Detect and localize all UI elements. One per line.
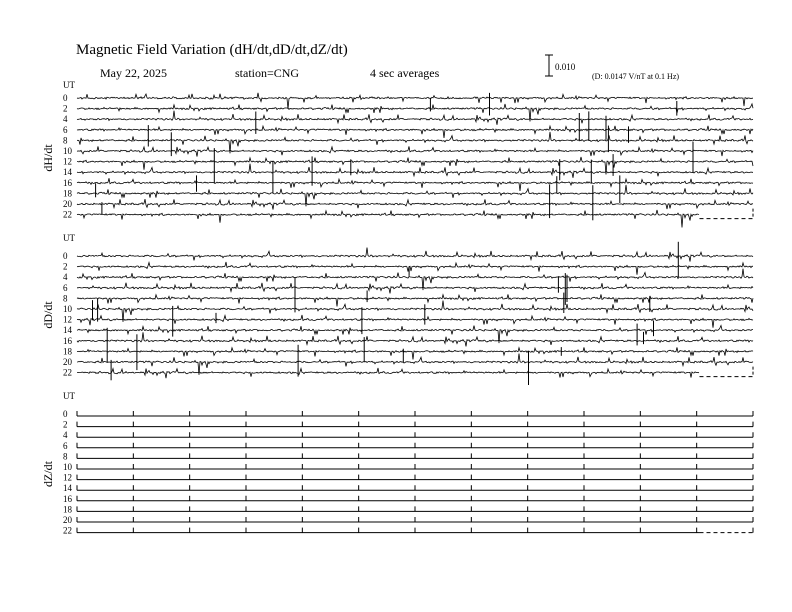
hour-tick-label: 2 — [63, 261, 68, 272]
hour-tick-label: 8 — [63, 451, 68, 462]
trace-line — [77, 126, 753, 138]
scale-bar-value: 0.010 — [555, 62, 576, 72]
trace-line — [77, 164, 753, 178]
hour-tick-label: 12 — [63, 156, 72, 167]
hour-tick-label: 0 — [63, 409, 68, 419]
hour-tick-label: 8 — [63, 135, 68, 146]
hour-tick-label: 22 — [63, 367, 72, 378]
trace-line — [77, 248, 753, 262]
hour-tick-label: 12 — [63, 314, 72, 325]
hour-tick-label: 4 — [63, 272, 68, 283]
trace-line — [77, 262, 753, 275]
trace-layer — [77, 93, 753, 533]
hour-tick-label: 6 — [63, 282, 68, 293]
date-label: May 22, 2025 — [100, 66, 167, 80]
chart-title: Magnetic Field Variation (dH/dt,dD/dt,dZ/dt) — [76, 42, 348, 58]
panel-ylabel: dH/dt — [41, 144, 55, 172]
hour-tick-label: 0 — [63, 93, 68, 103]
hour-tick-label: 18 — [63, 504, 72, 515]
scale-bar — [545, 55, 553, 76]
scale-note: (D: 0.0147 V/nT at 0.1 Hz) — [592, 72, 680, 81]
trace-line — [77, 93, 753, 109]
hour-tick-label: 18 — [63, 346, 72, 357]
hour-tick-label: 10 — [63, 304, 72, 314]
hour-tick-label: 2 — [63, 103, 68, 114]
time-axis-label: UT — [63, 80, 75, 90]
panel-ylabel: dD/dt — [41, 301, 55, 329]
trace-line — [77, 294, 753, 306]
hour-tick-label: 20 — [63, 515, 72, 525]
trace-line — [77, 368, 699, 378]
trace-line — [77, 146, 753, 156]
trace-line — [77, 178, 753, 191]
hour-tick-label: 6 — [63, 124, 68, 135]
hour-tick-label: 10 — [63, 146, 72, 156]
trace-line — [77, 283, 753, 294]
hour-tick-label: 16 — [63, 335, 72, 346]
trace-line — [77, 332, 753, 346]
hour-tick-label: 12 — [63, 472, 72, 483]
hour-tick-label: 10 — [63, 462, 72, 472]
trace-line — [77, 210, 699, 228]
trace-line — [77, 111, 753, 125]
panel-ylabel: dZ/dt — [41, 461, 55, 487]
trace-line — [77, 347, 753, 359]
hour-tick-label: 20 — [63, 199, 72, 209]
hour-tick-label: 20 — [63, 357, 72, 367]
axis-label-layer — [41, 80, 75, 536]
trace-line — [77, 199, 753, 210]
time-axis-label: UT — [63, 233, 75, 243]
hour-tick-label: 14 — [63, 325, 72, 336]
hour-tick-label: 4 — [63, 114, 68, 125]
trace-line — [77, 301, 753, 322]
hour-tick-label: 14 — [63, 167, 72, 178]
time-axis-label: UT — [63, 391, 75, 401]
hour-tick-label: 18 — [63, 188, 72, 199]
hour-tick-label: 0 — [63, 251, 68, 261]
hour-tick-label: 16 — [63, 177, 72, 188]
hour-tick-label: 6 — [63, 440, 68, 451]
hour-tick-label: 8 — [63, 293, 68, 304]
hour-tick-label: 4 — [63, 430, 68, 441]
hour-tick-label: 22 — [63, 525, 72, 536]
hour-tick-label: 14 — [63, 483, 72, 494]
hour-tick-label: 2 — [63, 419, 68, 430]
averaging-label: 4 sec averages — [370, 66, 440, 80]
hour-tick-label: 22 — [63, 209, 72, 220]
hour-tick-label: 16 — [63, 493, 72, 504]
trace-line — [77, 354, 753, 375]
station-label: station=CNG — [235, 66, 300, 80]
trace-line — [77, 315, 753, 328]
